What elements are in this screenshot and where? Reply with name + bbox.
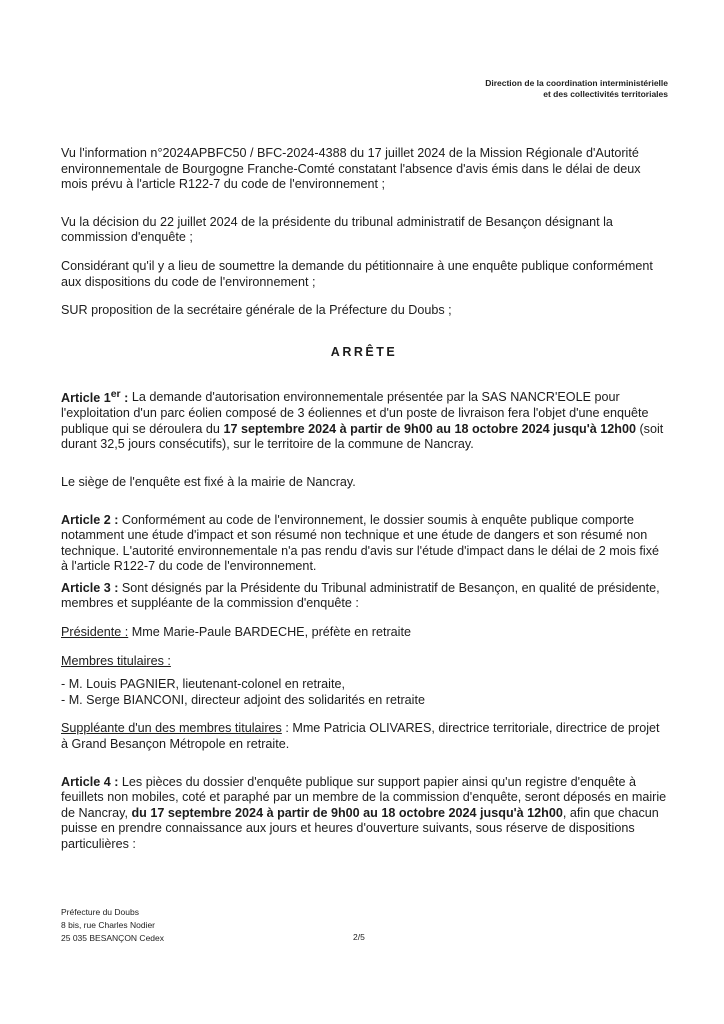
article-3-paragraph	[61, 581, 667, 612]
suppleante-text: : Mme Patricia OLIVARES, directrice territoriale, directrice de projet à Grand Besançon Métropole en retraite.	[61, 721, 660, 752]
sur-proposition-paragraph: SUR proposition de la secrétaire générale de la Préfecture du Doubs ;	[61, 303, 452, 318]
siege-paragraph: Le siège de l'enquête est fixé à la mairie de Nancray.	[61, 474, 356, 489]
article-2-label: Article 2 :	[61, 512, 119, 527]
article-4-dates: du 17 septembre 2024 à partir de 9h00 au 18 octobre 2024 jusqu'à 12h00	[131, 805, 563, 820]
article-2-paragraph	[61, 513, 667, 575]
presidente-text: Mme Marie-Paule BARDECHE, préfète en retraite	[128, 625, 411, 640]
department-line-2: et des collectivités territoriales	[543, 89, 668, 99]
vu-decision-paragraph: Vu la décision du 22 juillet 2024 de la présidente du tribunal administratif de Besançon désignant la commission d'enquête ;	[61, 214, 613, 245]
article-1-superscript: er	[110, 387, 121, 400]
article-1-label: Article 1er :	[61, 387, 129, 405]
article-1-text-a: La demande d'autorisation environnementale présentée par la SAS NANCR'EOLE pour l'exploitation d'un parc éolien composé de 3 éoliennes et d'un poste de livraison fera l'objet d'une enquête publique qui se déroulera du	[61, 390, 649, 436]
membres-label: Membres titulaires :	[61, 653, 171, 668]
article-2-text: Conformément au code de l'environnement, le dossier soumis à enquête publique comporte notamment une étude d'impact et son résumé non technique et une étude de dangers et son résumé non technique. L'autorité environnementale n'a pas rendu d'avis sur l'étude d'impact dans le délai de 2 mois fixé à l'article R122-7 du code de l'environnement.	[61, 512, 659, 574]
arrete-heading: ARRÊTE	[330, 344, 398, 359]
suppleante-label: Suppléante d'un des membres titulaires	[61, 721, 282, 736]
list-item: - M. Louis PAGNIER, lieutenant-colonel en retraite,	[61, 677, 345, 692]
address-line-1: Préfecture du Doubs	[61, 907, 139, 917]
article-3-text: Sont désignés par la Présidente du Tribunal administratif de Besançon, en qualité de présidente, membres et suppléante de la commission d'enquête :	[61, 580, 660, 611]
suppleante-paragraph	[61, 721, 667, 752]
article-4-paragraph	[61, 775, 667, 853]
department-line-1: Direction de la coordination interministérielle	[485, 78, 668, 88]
address-line-3: 25 035 BESANÇON Cedex	[61, 933, 164, 943]
article-4-text-b: , afin que chacun puisse en prendre connaissance aux jours et heures d'ouverture suivants, sous réserve de dispositions particulières :	[61, 805, 659, 851]
membres-list	[61, 677, 667, 708]
article-4-text-a: Les pièces du dossier d'enquête publique sur support papier ainsi qu'un registre d'enquête à feuillets non mobiles, coté et paraphé par un membre de la commission d'enquête, seront déposés en mairie de Nancray,	[61, 774, 667, 820]
vu-information-paragraph: Vu l'information n°2024APBFC50 / BFC-2024-4388 du 17 juillet 2024 de la Mission Régionale d'Autorité environnementale de Bourgogne Franche-Comté constatant l'absence d'avis émis dans le délai de deux mois prévu à l'article R122-7 du code de l'environnement ;	[61, 146, 641, 192]
article-1-text-b: (soit durant 32,5 jours consécutifs), sur le territoire de la commune de Nancray.	[61, 421, 664, 452]
presidente-label: Présidente :	[61, 625, 129, 640]
article-1-dates: 17 septembre 2024 à partir de 9h00 au 18 octobre 2024 jusqu'à 12h00	[223, 421, 636, 436]
issuing-department	[485, 78, 668, 100]
prefecture-address	[61, 906, 164, 945]
page-number: 2/5	[353, 932, 365, 942]
presidente-paragraph	[61, 625, 667, 641]
document-body	[61, 146, 667, 853]
article-4-label: Article 4 :	[61, 774, 119, 789]
address-line-2: 8 bis, rue Charles Nodier	[61, 920, 156, 930]
article-3-label: Article 3 :	[61, 580, 119, 595]
considerant-paragraph: Considérant qu'il y a lieu de soumettre la demande du pétitionnaire à une enquête publique conformément aux dispositions du code de l'environnement ;	[61, 258, 653, 289]
list-item: - M. Serge BIANCONI, directeur adjoint des solidarités en retraite	[61, 692, 425, 707]
article-1-paragraph	[61, 386, 667, 453]
